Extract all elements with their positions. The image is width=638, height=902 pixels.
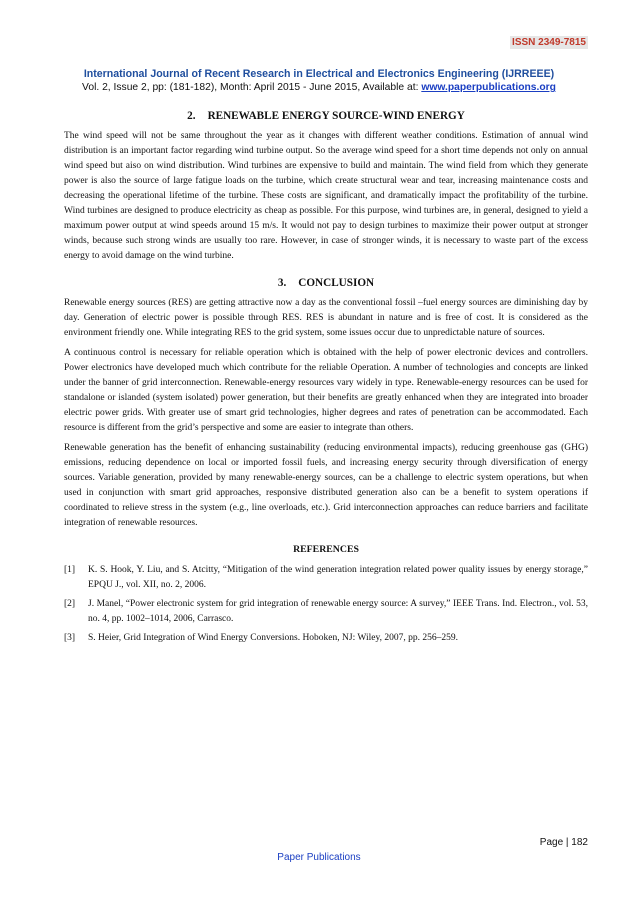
paragraph: Renewable energy sources (RES) are getting attractive now a day as the conventional fossil –fuel energy sources are diminishing day by day. Generation of electric power is possible through RES. RES is abundant in nature and is free of cost. It is considered as the environment friendly one. While integrating RES to the grid system, some issues occur due to unpredictable nature of sources. bbox=[64, 298, 588, 338]
paragraph: A continuous control is necessary for reliable operation which is obtained with the help of power electronic devices and controllers. Power electronics have developed much which contribute for the reliable Operation. A number of technologies and concepts are linked under the banner of grid interconnection. Renewable-energy resources vary widely in type. Renewable-energy resources can be used for standalone or islanded (system isolated) power generation, but their benefits are greatly enhanced when they are integrated into broader electric power grids. With greater use of smart grid technologies, higher degrees and rates of penetration can be accommodated. Each resource is different from the grid’s perspective and some are easier to integrate than others. bbox=[64, 348, 588, 433]
section-number: 3. bbox=[277, 277, 287, 289]
section-title: CONCLUSION bbox=[298, 277, 375, 289]
reference-text: J. Manel, “Power electronic system for grid integration of renewable energy source: A survey,” IEEE Trans. Ind. Electron., vol. 53, no. 4, pp. 1002–1014, 2006, Carrasco. bbox=[88, 599, 588, 624]
reference-number: [1] bbox=[64, 565, 76, 575]
reference-number: [2] bbox=[64, 599, 76, 609]
journal-title: International Journal of Recent Research in Electrical and Electronics Engineering (IJRREEE) bbox=[83, 68, 555, 80]
reference-item bbox=[64, 631, 588, 646]
volume-line: Vol. 2, Issue 2, pp: (181-182), Month: April 2015 - June 2015, Available at: bbox=[82, 82, 422, 93]
paragraph: Renewable generation has the benefit of enhancing sustainability (reducing environmental impacts), reducing greenhouse gas (GHG) emissions, reducing dependence on local or imported fossil fuels, and increasing energy security through diversification of energy sources. Variable generation, provided by many renewable-energy sources, can be a challenge to electric system operations, but when used in conjunction with smart grid approaches, responsive distributed generation also can be a benefit to system operations if coordinated to relieve stress in the system (e.g., line overloads, etc.). Grid interconnection approaches can reduce barriers and facilitate integration of renewable resources. bbox=[64, 443, 588, 528]
volume-info bbox=[0, 82, 638, 93]
article-body bbox=[64, 110, 588, 651]
references-heading: REFERENCES bbox=[293, 544, 359, 555]
page-number: Page | 182 bbox=[539, 837, 588, 848]
reference-text: K. S. Hook, Y. Liu, and S. Atcitty, “Mitigation of the wind generation integration related power quality issues by energy storage,” EPQU J., vol. XII, no. 2, 2006. bbox=[88, 565, 588, 590]
reference-item bbox=[64, 597, 588, 626]
issn-badge: ISSN 2349-7815 bbox=[512, 37, 586, 48]
section-title: RENEWABLE ENERGY SOURCE-WIND ENERGY bbox=[207, 110, 465, 122]
website-link[interactable]: www.paperpublications.org bbox=[421, 82, 556, 93]
publisher-footer[interactable]: Paper Publications bbox=[277, 852, 361, 863]
reference-text: S. Heier, Grid Integration of Wind Energy Conversions. Hoboken, NJ: Wiley, 2007, pp. 256–259. bbox=[88, 633, 459, 643]
section-3-heading bbox=[64, 277, 588, 289]
section-2-heading bbox=[64, 110, 588, 122]
paragraph: The wind speed will not be same throughout the year as it changes with different weather conditions. Estimation of annual wind distribution is an important factor regarding wind turbine output. So the average wind speed for a short time depends not only on annual wind speed but aiso on wind distribution. Wind turbines are expensive to build and maintain. The wind field from which they generate power is also the source of large fatigue loads on the turbine, which create structural wear and tear, increasing maintenance costs and decreasing the operational lifetime of the turbine. These costs are significant, and dramatically impact the profitability of the turbine. Wind turbines are designed to produce electricity as cheap as possible. For this purpose, wind turbines are, in general, designed to yield a maximum power output at wind speeds around 15 m/s. It would not pay to design turbines to maximize their power output at stronger winds, because such strong winds are usually too rare. However, in case of stronger winds, it is necessary to waste part of the excess energy to avoid damage on the wind turbine. bbox=[64, 131, 588, 261]
section-number: 2. bbox=[187, 110, 196, 122]
reference-item bbox=[64, 563, 588, 592]
reference-number: [3] bbox=[64, 633, 76, 643]
